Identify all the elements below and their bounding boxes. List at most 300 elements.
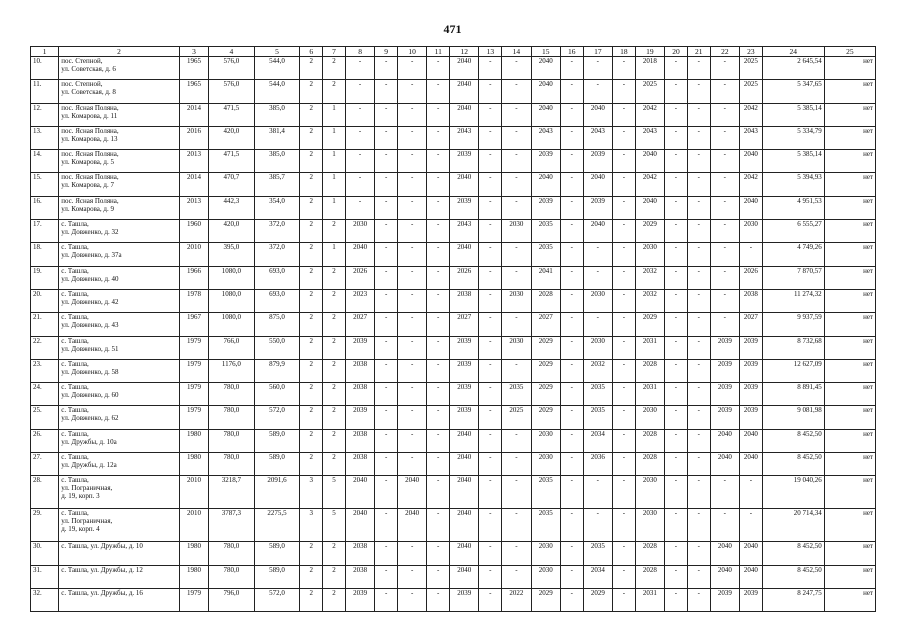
table-cell: 385,0 bbox=[254, 103, 300, 126]
table-cell: - bbox=[560, 429, 583, 452]
table-cell: 2028 bbox=[635, 359, 664, 382]
table-cell: - bbox=[687, 220, 710, 243]
table-cell: 2040 bbox=[450, 173, 479, 196]
table-cell: 780,0 bbox=[209, 429, 255, 452]
table-cell: - bbox=[375, 289, 398, 312]
table-cell: - bbox=[427, 383, 450, 406]
cost-cell: 8 452,50 bbox=[762, 542, 824, 565]
table-cell: 2040 bbox=[739, 150, 762, 173]
table-cell: - bbox=[398, 126, 427, 149]
table-cell: - bbox=[612, 383, 635, 406]
table-cell: - bbox=[427, 289, 450, 312]
table-cell: 2 bbox=[300, 565, 323, 588]
table-cell: 2040 bbox=[450, 565, 479, 588]
table-cell: 2040 bbox=[450, 542, 479, 565]
table-cell: - bbox=[479, 476, 502, 509]
flag-cell: нет bbox=[824, 57, 875, 80]
table-cell: - bbox=[612, 406, 635, 429]
table-cell: 2 bbox=[300, 266, 323, 289]
table-cell: 1 bbox=[323, 196, 346, 219]
table-cell: 2040 bbox=[398, 509, 427, 542]
table-cell: 2034 bbox=[583, 565, 612, 588]
table-cell: 2028 bbox=[635, 453, 664, 476]
table-cell: 2029 bbox=[531, 588, 560, 611]
table-cell: 2040 bbox=[583, 103, 612, 126]
table-cell: 2039 bbox=[345, 406, 374, 429]
table-cell: 879,9 bbox=[254, 359, 300, 382]
table-cell: 1978 bbox=[179, 289, 208, 312]
table-cell: - bbox=[502, 565, 531, 588]
table-cell: - bbox=[427, 509, 450, 542]
table-cell: - bbox=[612, 173, 635, 196]
table-cell: - bbox=[560, 383, 583, 406]
table-cell: - bbox=[427, 313, 450, 336]
table-row bbox=[31, 243, 876, 266]
table-cell: - bbox=[687, 173, 710, 196]
flag-cell: нет bbox=[824, 196, 875, 219]
table-cell: 780,0 bbox=[209, 406, 255, 429]
row-number-cell: 11. bbox=[31, 80, 59, 103]
table-cell: - bbox=[612, 588, 635, 611]
table-cell: 2026 bbox=[345, 266, 374, 289]
table-cell: - bbox=[665, 103, 688, 126]
table-cell: - bbox=[710, 313, 739, 336]
table-cell: 2040 bbox=[450, 509, 479, 542]
table-cell: - bbox=[398, 336, 427, 359]
table-cell: 2034 bbox=[583, 429, 612, 452]
address-cell: с. Ташла, ул. Дружбы, д. 10а bbox=[59, 429, 180, 452]
table-cell: 2025 bbox=[502, 406, 531, 429]
cost-cell: 6 555,27 bbox=[762, 220, 824, 243]
table-cell: - bbox=[427, 243, 450, 266]
table-cell: 2040 bbox=[739, 429, 762, 452]
table-cell: 2043 bbox=[583, 126, 612, 149]
table-row bbox=[31, 336, 876, 359]
table-cell: - bbox=[665, 289, 688, 312]
table-cell: 2025 bbox=[739, 80, 762, 103]
table-cell: 2 bbox=[323, 406, 346, 429]
table-cell: 2043 bbox=[739, 126, 762, 149]
flag-cell: нет bbox=[824, 313, 875, 336]
table-cell: - bbox=[687, 266, 710, 289]
table-cell: - bbox=[687, 336, 710, 359]
row-number-cell: 10. bbox=[31, 57, 59, 80]
table-cell: - bbox=[345, 126, 374, 149]
flag-cell: нет bbox=[824, 336, 875, 359]
table-row bbox=[31, 476, 876, 509]
address-cell: с. Ташла, ул. Довженко, д. 32 bbox=[59, 220, 180, 243]
flag-cell: нет bbox=[824, 588, 875, 611]
address-cell: пос. Ясная Поляна, ул. Комарова, д. 5 bbox=[59, 150, 180, 173]
table-cell: 2 bbox=[323, 359, 346, 382]
cost-cell: 12 627,09 bbox=[762, 359, 824, 382]
table-row bbox=[31, 126, 876, 149]
table-cell: 1967 bbox=[179, 313, 208, 336]
cost-cell: 8 891,45 bbox=[762, 383, 824, 406]
table-cell: 1 bbox=[323, 126, 346, 149]
flag-cell: нет bbox=[824, 243, 875, 266]
flag-cell: нет bbox=[824, 406, 875, 429]
table-cell: 2039 bbox=[710, 383, 739, 406]
table-cell: - bbox=[479, 406, 502, 429]
table-cell: - bbox=[375, 336, 398, 359]
row-number-cell: 28. bbox=[31, 476, 59, 509]
table-cell: - bbox=[612, 289, 635, 312]
table-cell: - bbox=[560, 57, 583, 80]
table-cell: 3218,7 bbox=[209, 476, 255, 509]
table-cell: 796,0 bbox=[209, 588, 255, 611]
table-cell: 2027 bbox=[345, 313, 374, 336]
table-cell: - bbox=[427, 150, 450, 173]
table-cell: 2 bbox=[323, 542, 346, 565]
table-cell: - bbox=[398, 196, 427, 219]
table-cell: - bbox=[375, 173, 398, 196]
address-cell: пос. Ясная Поляна, ул. Комарова, д. 13 bbox=[59, 126, 180, 149]
table-cell: - bbox=[398, 542, 427, 565]
table-cell: 2040 bbox=[450, 429, 479, 452]
table-cell: - bbox=[560, 476, 583, 509]
table-cell: 2 bbox=[323, 429, 346, 452]
column-number-cell: 25 bbox=[824, 47, 875, 57]
table-cell: - bbox=[479, 542, 502, 565]
table-cell: 2043 bbox=[635, 126, 664, 149]
table-cell: 2013 bbox=[179, 196, 208, 219]
table-cell: - bbox=[398, 565, 427, 588]
table-cell: - bbox=[710, 80, 739, 103]
page-number: 471 bbox=[443, 22, 462, 36]
table-cell: 2029 bbox=[531, 359, 560, 382]
table-cell: - bbox=[345, 173, 374, 196]
table-cell: - bbox=[375, 103, 398, 126]
table-cell: - bbox=[479, 359, 502, 382]
table-cell: - bbox=[375, 359, 398, 382]
column-number-cell: 5 bbox=[254, 47, 300, 57]
address-cell: пос. Ясная Поляна, ул. Комарова, д. 11 bbox=[59, 103, 180, 126]
table-row bbox=[31, 103, 876, 126]
table-cell: - bbox=[665, 173, 688, 196]
table-cell: - bbox=[398, 313, 427, 336]
table-cell: 2 bbox=[300, 103, 323, 126]
row-number-cell: 30. bbox=[31, 542, 59, 565]
table-cell: 2030 bbox=[635, 509, 664, 542]
table-cell: 2040 bbox=[450, 103, 479, 126]
table-cell: - bbox=[710, 289, 739, 312]
table-cell: - bbox=[398, 243, 427, 266]
table-cell: 2039 bbox=[450, 336, 479, 359]
table-cell: - bbox=[398, 406, 427, 429]
table-cell: - bbox=[375, 542, 398, 565]
table-cell: - bbox=[427, 57, 450, 80]
table-cell: 2038 bbox=[345, 565, 374, 588]
table-cell: 372,0 bbox=[254, 243, 300, 266]
table-cell: 2040 bbox=[739, 565, 762, 588]
flag-cell: нет bbox=[824, 383, 875, 406]
table-cell: 2018 bbox=[635, 57, 664, 80]
table-cell: - bbox=[479, 103, 502, 126]
table-cell: - bbox=[583, 57, 612, 80]
table-cell: - bbox=[710, 220, 739, 243]
table-cell: 2040 bbox=[710, 429, 739, 452]
table-cell: - bbox=[583, 476, 612, 509]
table-cell: 2042 bbox=[635, 103, 664, 126]
table-cell: 2035 bbox=[531, 243, 560, 266]
table-cell: 2042 bbox=[739, 103, 762, 126]
table-cell: - bbox=[427, 476, 450, 509]
flag-cell: нет bbox=[824, 220, 875, 243]
table-cell: - bbox=[375, 509, 398, 542]
table-cell: - bbox=[612, 429, 635, 452]
table-cell: - bbox=[665, 80, 688, 103]
table-cell: 2040 bbox=[345, 243, 374, 266]
column-number-cell: 22 bbox=[710, 47, 739, 57]
table-cell: 2040 bbox=[450, 80, 479, 103]
table-cell: 2035 bbox=[502, 383, 531, 406]
table-cell: 2 bbox=[300, 359, 323, 382]
table-cell: - bbox=[479, 588, 502, 611]
table-cell: - bbox=[710, 509, 739, 542]
table-cell: - bbox=[665, 196, 688, 219]
table-cell: - bbox=[583, 266, 612, 289]
column-number-cell: 1 bbox=[31, 47, 59, 57]
column-number-cell: 7 bbox=[323, 47, 346, 57]
table-cell: 589,0 bbox=[254, 429, 300, 452]
table-cell: 2040 bbox=[583, 220, 612, 243]
address-cell: пос. Ясная Поляна, ул. Комарова, д. 9 bbox=[59, 196, 180, 219]
table-cell: - bbox=[665, 565, 688, 588]
column-number-cell: 10 bbox=[398, 47, 427, 57]
table-cell: 2030 bbox=[502, 289, 531, 312]
table-cell: 2 bbox=[300, 220, 323, 243]
table-cell: 2035 bbox=[583, 383, 612, 406]
flag-cell: нет bbox=[824, 103, 875, 126]
table-cell: 1960 bbox=[179, 220, 208, 243]
table-cell: 2 bbox=[300, 80, 323, 103]
table-row bbox=[31, 289, 876, 312]
table-cell: 2 bbox=[323, 266, 346, 289]
table-cell: 2029 bbox=[635, 220, 664, 243]
column-number-row bbox=[31, 47, 876, 57]
flag-cell: нет bbox=[824, 266, 875, 289]
table-cell: 2038 bbox=[345, 542, 374, 565]
table-cell: - bbox=[502, 509, 531, 542]
table-cell: 471,5 bbox=[209, 150, 255, 173]
table-cell: - bbox=[665, 57, 688, 80]
address-cell: пос. Ясная Поляна, ул. Комарова, д. 7 bbox=[59, 173, 180, 196]
address-cell: с. Ташла, ул. Довженко, д. 58 bbox=[59, 359, 180, 382]
table-cell: 420,0 bbox=[209, 220, 255, 243]
address-cell: с. Ташла, ул. Дружбы, д. 16 bbox=[59, 588, 180, 611]
table-cell: - bbox=[398, 57, 427, 80]
table-cell: 1 bbox=[323, 103, 346, 126]
table-cell: 2275,5 bbox=[254, 509, 300, 542]
table-cell: - bbox=[560, 243, 583, 266]
table-cell: 2038 bbox=[345, 383, 374, 406]
table-cell: 2039 bbox=[450, 383, 479, 406]
table-cell: 780,0 bbox=[209, 453, 255, 476]
table-cell: - bbox=[710, 476, 739, 509]
table-cell: 2 bbox=[323, 383, 346, 406]
table-cell: 2039 bbox=[710, 336, 739, 359]
table-cell: - bbox=[502, 80, 531, 103]
table-cell: 2030 bbox=[345, 220, 374, 243]
table-cell: - bbox=[687, 542, 710, 565]
flag-cell: нет bbox=[824, 359, 875, 382]
table-cell: - bbox=[479, 429, 502, 452]
table-cell: 2 bbox=[300, 383, 323, 406]
table-cell: - bbox=[375, 126, 398, 149]
table-cell: - bbox=[583, 313, 612, 336]
table-cell: 2040 bbox=[739, 453, 762, 476]
table-row bbox=[31, 542, 876, 565]
table-cell: 2038 bbox=[450, 289, 479, 312]
cost-cell: 20 714,34 bbox=[762, 509, 824, 542]
table-cell: 3 bbox=[300, 476, 323, 509]
table-cell: 1080,0 bbox=[209, 289, 255, 312]
table-cell: - bbox=[375, 266, 398, 289]
table-cell: - bbox=[479, 383, 502, 406]
table-cell: - bbox=[375, 150, 398, 173]
table-cell: - bbox=[502, 266, 531, 289]
table-cell: 2 bbox=[300, 196, 323, 219]
table-cell: - bbox=[739, 509, 762, 542]
address-cell: с. Ташла, ул. Довженко, д. 37а bbox=[59, 243, 180, 266]
row-number-cell: 26. bbox=[31, 429, 59, 452]
table-cell: 2040 bbox=[345, 509, 374, 542]
table-cell: 2039 bbox=[345, 588, 374, 611]
cost-cell: 4 749,26 bbox=[762, 243, 824, 266]
table-cell: 1965 bbox=[179, 80, 208, 103]
row-number-cell: 22. bbox=[31, 336, 59, 359]
table-cell: 2013 bbox=[179, 150, 208, 173]
flag-cell: нет bbox=[824, 429, 875, 452]
row-number-cell: 15. bbox=[31, 173, 59, 196]
cost-cell: 5 334,79 bbox=[762, 126, 824, 149]
table-cell: - bbox=[687, 565, 710, 588]
table-cell: 2030 bbox=[583, 289, 612, 312]
table-cell: - bbox=[345, 103, 374, 126]
table-cell: - bbox=[398, 266, 427, 289]
table-cell: - bbox=[710, 173, 739, 196]
table-cell: - bbox=[502, 476, 531, 509]
cost-cell: 9 081,98 bbox=[762, 406, 824, 429]
table-cell: - bbox=[687, 383, 710, 406]
table-cell: 470,7 bbox=[209, 173, 255, 196]
table-cell: 2 bbox=[300, 243, 323, 266]
table-cell: 544,0 bbox=[254, 57, 300, 80]
flag-cell: нет bbox=[824, 542, 875, 565]
table-cell: - bbox=[427, 542, 450, 565]
cost-cell: 8 452,50 bbox=[762, 565, 824, 588]
table-cell: 5 bbox=[323, 509, 346, 542]
table-cell: 2010 bbox=[179, 476, 208, 509]
table-cell: 2040 bbox=[531, 103, 560, 126]
cost-cell: 8 452,50 bbox=[762, 429, 824, 452]
column-number-cell: 20 bbox=[665, 47, 688, 57]
table-row bbox=[31, 406, 876, 429]
table-cell: - bbox=[375, 383, 398, 406]
table-cell: 5 bbox=[323, 476, 346, 509]
table-cell: 2 bbox=[300, 57, 323, 80]
table-cell: 2039 bbox=[739, 383, 762, 406]
table-cell: 2027 bbox=[739, 313, 762, 336]
address-cell: пос. Степной, ул. Советская, д. 6 bbox=[59, 57, 180, 80]
table-cell: - bbox=[583, 509, 612, 542]
table-cell: 2030 bbox=[531, 429, 560, 452]
table-cell: 2 bbox=[300, 173, 323, 196]
column-number-cell: 21 bbox=[687, 47, 710, 57]
table-cell: - bbox=[398, 80, 427, 103]
table-cell: 2025 bbox=[739, 57, 762, 80]
table-row bbox=[31, 150, 876, 173]
table-cell: 2014 bbox=[179, 173, 208, 196]
table-cell: - bbox=[375, 243, 398, 266]
column-number-cell: 17 bbox=[583, 47, 612, 57]
table-cell: - bbox=[427, 336, 450, 359]
table-cell: - bbox=[398, 220, 427, 243]
table-cell: 2 bbox=[323, 289, 346, 312]
cost-cell: 5 385,14 bbox=[762, 150, 824, 173]
table-cell: 589,0 bbox=[254, 565, 300, 588]
table-cell: - bbox=[560, 542, 583, 565]
table-cell: - bbox=[479, 173, 502, 196]
table-cell: - bbox=[375, 565, 398, 588]
table-cell: 2040 bbox=[710, 565, 739, 588]
table-cell: 2 bbox=[323, 57, 346, 80]
table-cell: 2040 bbox=[635, 150, 664, 173]
table-cell: 2035 bbox=[531, 220, 560, 243]
table-cell: 589,0 bbox=[254, 542, 300, 565]
table-cell: 2040 bbox=[635, 196, 664, 219]
table-cell: 2040 bbox=[583, 173, 612, 196]
table-cell: - bbox=[479, 126, 502, 149]
table-cell: 2039 bbox=[739, 588, 762, 611]
table-cell: 2 bbox=[300, 588, 323, 611]
table-cell: 2 bbox=[300, 406, 323, 429]
table-cell: 2 bbox=[323, 80, 346, 103]
table-row bbox=[31, 220, 876, 243]
table-cell: 381,4 bbox=[254, 126, 300, 149]
table-cell: 2029 bbox=[531, 383, 560, 406]
table-cell: - bbox=[665, 509, 688, 542]
cost-cell: 8 452,50 bbox=[762, 453, 824, 476]
table-cell: - bbox=[479, 509, 502, 542]
column-number-cell: 18 bbox=[612, 47, 635, 57]
table-cell: - bbox=[502, 57, 531, 80]
table-cell: - bbox=[687, 406, 710, 429]
table-cell: 2040 bbox=[450, 453, 479, 476]
housing-registry-table bbox=[30, 46, 876, 612]
table-cell: - bbox=[502, 542, 531, 565]
row-number-cell: 12. bbox=[31, 103, 59, 126]
table-cell: 2039 bbox=[583, 196, 612, 219]
table-cell: - bbox=[375, 429, 398, 452]
table-cell: 2039 bbox=[739, 336, 762, 359]
column-number-cell: 12 bbox=[450, 47, 479, 57]
table-cell: 2028 bbox=[635, 429, 664, 452]
table-cell: 1979 bbox=[179, 588, 208, 611]
table-cell: 2032 bbox=[635, 289, 664, 312]
table-cell: 2039 bbox=[531, 150, 560, 173]
cost-cell: 5 347,65 bbox=[762, 80, 824, 103]
table-cell: 2035 bbox=[531, 509, 560, 542]
table-cell: - bbox=[479, 80, 502, 103]
table-cell: 2025 bbox=[635, 80, 664, 103]
table-cell: - bbox=[739, 476, 762, 509]
table-cell: 2039 bbox=[583, 150, 612, 173]
table-cell: - bbox=[479, 289, 502, 312]
table-cell: - bbox=[710, 57, 739, 80]
table-cell: 1980 bbox=[179, 542, 208, 565]
